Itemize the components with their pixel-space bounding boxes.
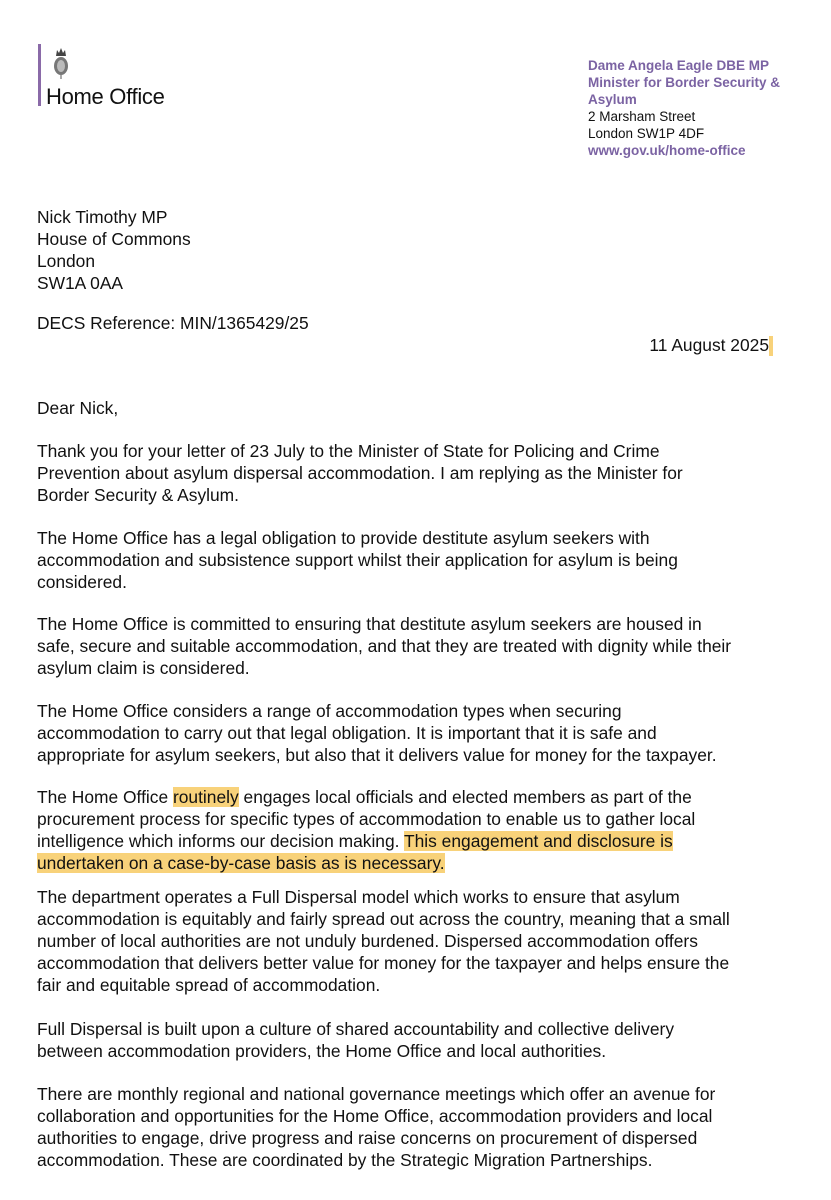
text-line: accommodation that delivers better value for money for the taxpayer and helps ensure the — [37, 953, 730, 973]
letter-date — [649, 334, 773, 356]
paragraph-4 — [37, 700, 717, 766]
paragraph-7 — [37, 1018, 674, 1062]
text-line: fair and equitable spread of accommodation. — [37, 975, 381, 995]
royal-crest-icon — [52, 46, 70, 82]
paragraph-5 — [37, 786, 695, 874]
text-line: Full Dispersal is built upon a culture of shared accountability and collective delivery — [37, 1019, 675, 1039]
sender-title-line: Minister for Border Security & — [588, 75, 781, 90]
text-line: Thank you for your letter of 23 July to the Minister of State for Policing and Crime — [37, 441, 660, 461]
sender-block — [588, 57, 780, 159]
text-line: Prevention about asylum dispersal accommodation. I am replying as the Minister for — [37, 463, 683, 483]
recipient-address — [37, 206, 191, 294]
text-line: appropriate for asylum seekers, but also that it delivers value for money for the taxpayer. — [37, 745, 717, 765]
text-line: accommodation. These are coordinated by the Strategic Migration Partnerships. — [37, 1150, 653, 1170]
text-line: Border Security & Asylum. — [37, 485, 239, 505]
text-segment: engages local officials and elected members as part of the — [238, 787, 692, 807]
salutation: Dear Nick, — [37, 398, 119, 418]
text-segment: intelligence which informs our decision making. — [37, 831, 404, 851]
reference: DECS Reference: MIN/1365429/25 — [37, 313, 309, 333]
text-line — [37, 852, 695, 874]
text-line: safe, secure and suitable accommodation, and that they are treated with dignity while their — [37, 636, 732, 656]
text-line: procurement process for specific types of accommodation to enable us to gather local — [37, 809, 696, 829]
recipient-line: House of Commons — [37, 229, 191, 249]
highlighted-text: undertaken on a case-by-case basis as is necessary. — [37, 853, 445, 873]
text-line: accommodation and subsistence support whilst their application for asylum is being — [37, 550, 678, 570]
sender-address-line: 2 Marsham Street — [588, 109, 696, 124]
recipient-line: SW1A 0AA — [37, 273, 124, 293]
recipient-line: Nick Timothy MP — [37, 207, 168, 227]
logo-text: Home Office — [46, 84, 165, 109]
highlight-mark — [769, 336, 773, 356]
text-line: number of local authorities are not unduly burdened. Dispersed accommodation offers — [37, 931, 698, 951]
paragraph-2 — [37, 527, 678, 593]
recipient-line: London — [37, 251, 96, 271]
highlighted-text: This engagement and disclosure is — [404, 831, 673, 851]
text-line: The department operates a Full Dispersal model which works to ensure that asylum — [37, 887, 680, 907]
paragraph-3 — [37, 613, 731, 679]
text-segment: The Home Office — [37, 787, 173, 807]
paragraph-6 — [37, 886, 730, 996]
paragraph-1 — [37, 440, 683, 506]
text-line: There are monthly regional and national governance meetings which offer an avenue for — [37, 1084, 716, 1104]
sender-title-line: Asylum — [588, 92, 637, 107]
text-line: collaboration and opportunities for the Home Office, accommodation providers and local — [37, 1106, 713, 1126]
text-line: accommodation is equitably and fairly spread out across the country, meaning that a small — [37, 909, 730, 929]
text-line: authorities to engage, drive progress and raise concerns on procurement of dispersed — [37, 1128, 698, 1148]
text-line: considered. — [37, 572, 127, 592]
text-line: The Home Office considers a range of accommodation types when securing — [37, 701, 622, 721]
text-line: asylum claim is considered. — [37, 658, 250, 678]
text-line — [37, 830, 695, 852]
sender-name: Dame Angela Eagle DBE MP — [588, 58, 770, 73]
date-text: 11 August 2025 — [649, 335, 769, 355]
paragraph-8 — [37, 1083, 715, 1171]
text-line: between accommodation providers, the Home Office and local authorities. — [37, 1041, 607, 1061]
highlighted-text: routinely — [172, 787, 239, 807]
text-line: The Home Office has a legal obligation to provide destitute asylum seekers with — [37, 528, 650, 548]
text-line — [37, 786, 695, 808]
logo-bar — [38, 44, 41, 106]
sender-address-line: London SW1P 4DF — [588, 126, 705, 141]
text-line: The Home Office is committed to ensuring that destitute asylum seekers are housed in — [37, 614, 702, 634]
text-line: accommodation to carry out that legal obligation. It is important that it is safe and — [37, 723, 657, 743]
sender-website[interactable]: www.gov.uk/home-office — [588, 143, 746, 158]
